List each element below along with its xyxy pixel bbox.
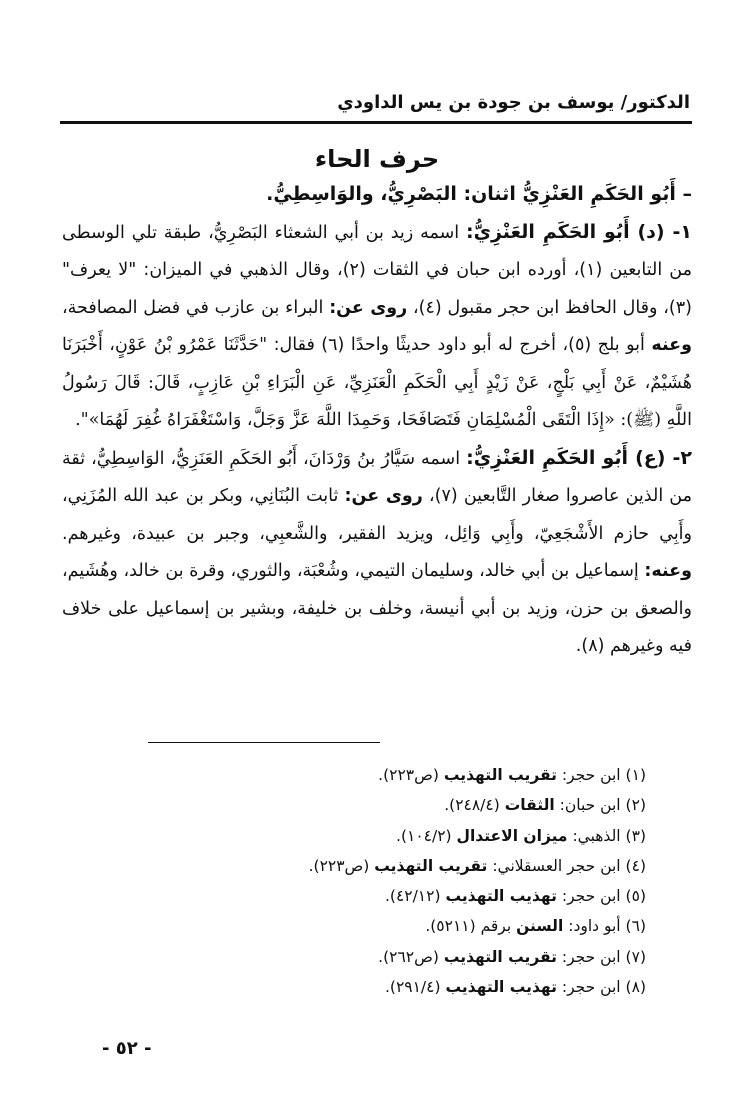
entry-1	[62, 214, 692, 440]
entry-1-hadith: "حَدَّثَنَا عَمْرُو بْنُ عَوْنٍ، أَخْبَرَنَا هُشَيْمٌ، عَنْ أَبِي بَلْجٍ، عَنْ زَيْدٍ أَبِي الْحَكَمِ الْعَنَزِيِّ، عَنِ الْبَرَاءِ بْنِ عَازِبٍ، قَالَ: قَالَ رَسُولُ اللَّهِ (ﷺ): «إِذَا الْتَقَى الْمُسْلِمَانِ فَتَصَافَحَا، وَحَمِدَا اللَّهَ عَزَّ وَجَلَّ، وَاسْتَغْفَرَاهُ غُفِرَ لَهُمَا»".	[62, 335, 692, 430]
footnote-ref: (١٠٤/٢).	[396, 826, 457, 845]
main-text	[62, 176, 692, 666]
footnote-2	[62, 790, 646, 820]
page-number: - ٥٢ -	[102, 1038, 152, 1059]
entry-1-lead: ١- (د) أَبُو الحَكَمِ العَنْزِيُّ:	[465, 220, 692, 243]
footnote-8	[62, 972, 646, 1002]
footnote-number: (٨)	[625, 978, 646, 997]
entry-1-anhu-label: وعنه	[651, 335, 692, 355]
footnote-book: تهذيب التهذيب	[445, 887, 557, 906]
footnote-ref: برقم (٥٢١١).	[425, 917, 517, 936]
entry-2	[62, 440, 692, 666]
footnote-ref: (ص٢٢٣).	[378, 766, 444, 784]
footnote-author: ابن حجر:	[556, 766, 621, 784]
footnote-book: الثقات	[504, 796, 555, 815]
entry-2-text2: ثابت البُنَانِي، وبكر بن عبد الله المُزَنِي، وأَبِي حازم الأَشْجَعِيّ، وأَبِي وَائِل، ويزيد الفقير، والشَّعبِي، وجبر بن عبيدة، وغيرهم.	[62, 486, 692, 544]
footnote-number: (١)	[625, 766, 646, 784]
footnote-ref: (ص٢٢٣).	[308, 856, 375, 875]
footnote-ref: (ص٢٦٢).	[378, 947, 444, 966]
footnote-book: السنن	[516, 917, 564, 936]
footnote-6	[62, 911, 646, 941]
footnote-ref: (٢٩١/٤).	[384, 978, 446, 997]
footnote-3	[62, 821, 646, 851]
entry-2-anhu-label: وعنه:	[644, 561, 692, 581]
footnote-7	[62, 942, 646, 972]
entry-1-text3: أبو بلج (٥)، أخرج له أبو داود حديثًا واحدًا (٦) فقال:	[267, 335, 652, 355]
footnote-book: ميزان الاعتدال	[456, 826, 568, 845]
footnote-number: (٥)	[625, 887, 646, 906]
footnote-book: تقريب التهذيب	[443, 766, 557, 784]
footnote-book: تهذيب التهذيب	[445, 978, 557, 997]
footnote-ref: (٢٤٨/٤).	[444, 796, 505, 815]
footnote-book: تقريب التهذيب	[443, 947, 557, 966]
entry-2-riwaya-label: روى عن:	[344, 486, 423, 506]
running-title: الدكتور/ يوسف بن جودة بن يس الداودي	[337, 92, 690, 113]
header-rule	[60, 121, 692, 124]
footnote-ref: (٤٢/١٢).	[384, 887, 446, 906]
footnote-author: ابن حبان:	[554, 796, 621, 815]
footnote-5	[62, 881, 646, 911]
footnote-author: أبو داود:	[563, 917, 621, 936]
running-header	[60, 88, 692, 124]
footnote-number: (٧)	[625, 947, 646, 966]
footnote-number: (٢)	[625, 796, 646, 815]
entry-1-text2: البراء بن عازب في فضل المصافحة،	[62, 297, 330, 318]
footnote-4	[62, 851, 646, 881]
footnote-1	[62, 760, 646, 790]
footnote-author: الذهبي:	[567, 826, 621, 845]
footnotes	[62, 760, 646, 1002]
footnote-author: ابن حجر:	[556, 947, 621, 966]
entry-2-text3: إسماعيل بن أبي خالد، وسليمان التيمي، وشُعْبَة، والثوري، وقرة بن خالد، وهُشَيم، والصعق بن حزن، وزيد بن أبي أنيسة، وخلف بن خليفة، وبشير بن إسماعيل على خلاف فيه وغيرهم (٨).	[62, 561, 692, 656]
footnote-author: ابن حجر:	[556, 887, 621, 906]
footnote-number: (٦)	[625, 917, 646, 936]
footnote-author: ابن حجر:	[556, 978, 621, 997]
entry-2-text1: اسمه سَيَّارُ بنُ وَرْدَانَ، أَبُو الحَكَمِ العَنَزِيُّ، الوَاسِطِيُّ، ثقة من الذين عاصروا صغار التَّابعين (٧)،	[62, 448, 692, 506]
section-title: حرف الحاء	[314, 145, 440, 173]
footnote-separator	[148, 742, 380, 743]
entry-2-lead: ٢- (ع) أَبُو الحَكَمِ العَنْزِيُّ:	[466, 446, 693, 469]
footnote-author: ابن حجر العسقلاني:	[487, 856, 621, 875]
entry-1-riwaya-label: روى عن:	[329, 297, 408, 318]
entry-1-text1: اسمه زيد بن أبي الشعثاء البَصْرِيُّ، طبقة تلي الوسطى من التابعين (١)، أورده ابن حبان في الثقات (٢)، وقال الذهبي في الميزان: "لا يعرف" (٣)، وقال الحافظ ابن حجر مقبول (٤)،	[62, 222, 692, 318]
footnote-number: (٤)	[625, 856, 646, 875]
footnote-book: تقريب التهذيب	[374, 856, 488, 875]
footnote-number: (٣)	[625, 826, 646, 845]
entry-heading: – أَبُو الحَكَمِ العَنْزِيُّ اثنان: البَصْرِيُّ، والوَاسِطِيُّ.	[266, 183, 692, 205]
